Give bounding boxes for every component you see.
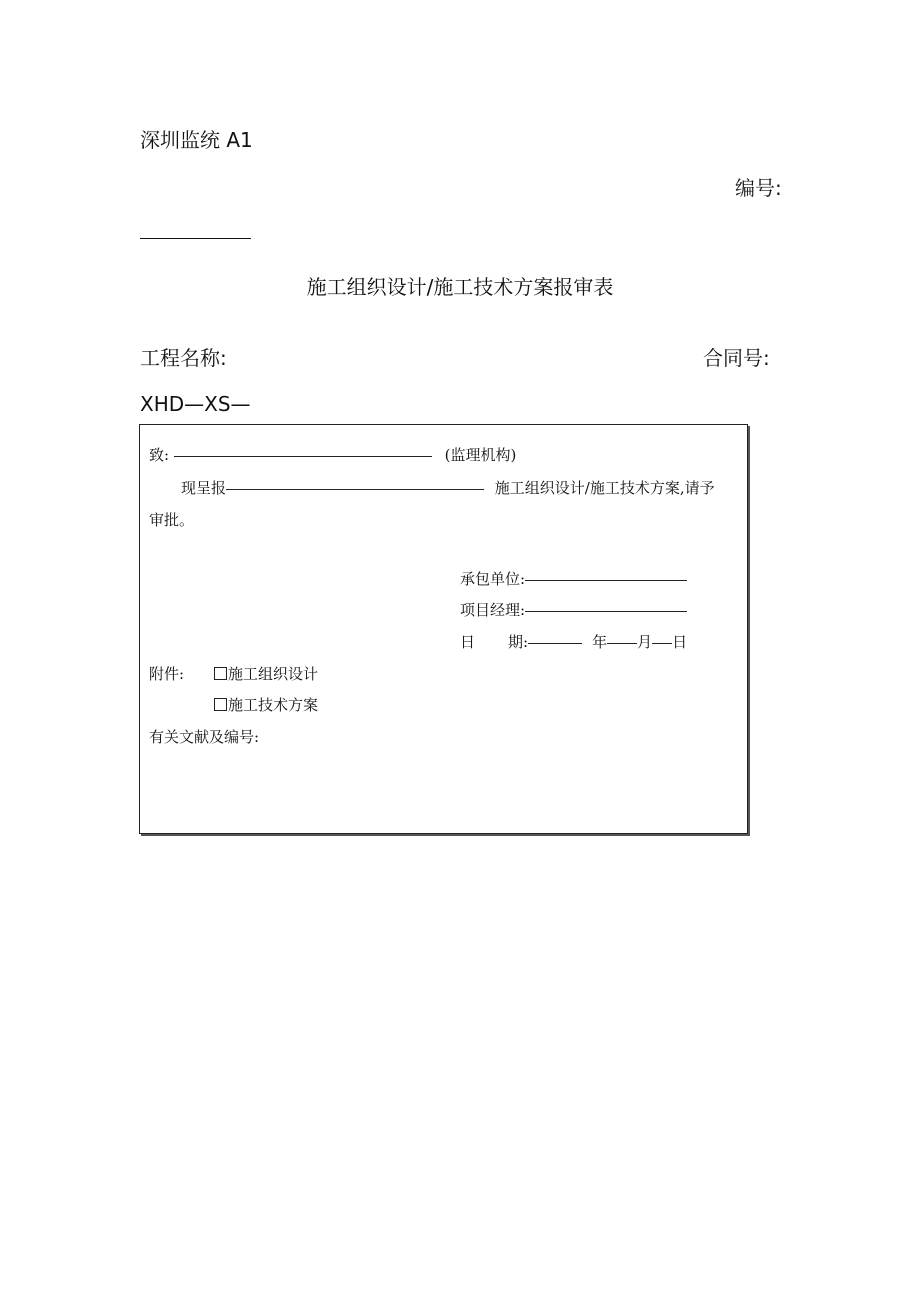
month-label: 月: [637, 633, 653, 651]
project-manager-row: [460, 601, 687, 619]
date-label-char2: 期:: [508, 633, 529, 651]
month-blank[interactable]: [607, 643, 637, 644]
attachment-item: [214, 665, 318, 683]
submit-prefix: 现呈报: [181, 479, 227, 497]
submit-row: [181, 479, 715, 497]
attachment-item-label: 施工技术方案: [228, 696, 319, 714]
submit-line2: 审批。: [149, 511, 195, 529]
submission-blank[interactable]: [226, 489, 484, 490]
day-blank[interactable]: [652, 643, 672, 644]
contract-number-label: 合同号:: [703, 346, 770, 370]
supervisor-org-label: (监理机构): [444, 446, 517, 464]
to-row: [149, 446, 516, 464]
related-docs-label: 有关文献及编号:: [149, 728, 260, 746]
attachment-item-label: 施工组织设计: [228, 665, 319, 683]
contractor-blank[interactable]: [525, 580, 687, 581]
contractor-row: [460, 570, 687, 588]
form-title: 施工组织设计/施工技术方案报审表: [306, 275, 614, 299]
contractor-label: 承包单位:: [460, 570, 526, 588]
attachment-checkbox[interactable]: [214, 667, 227, 680]
attachment-label: 附件:: [149, 665, 185, 683]
supervisor-blank[interactable]: [174, 456, 432, 457]
year-label: 年: [592, 633, 608, 651]
form-box: [139, 424, 748, 834]
to-label: 致:: [149, 446, 170, 464]
serial-number-blank: [140, 238, 251, 239]
serial-number-label: 编号:: [735, 176, 782, 200]
contract-number-value: XHD—XS—: [140, 392, 251, 416]
submit-suffix: 施工组织设计/施工技术方案,请予: [494, 479, 715, 497]
attachment-checkbox[interactable]: [214, 698, 227, 711]
document-code: 深圳监统 A1: [140, 128, 253, 152]
project-manager-label: 项目经理:: [460, 601, 526, 619]
project-name-label: 工程名称:: [140, 346, 227, 370]
year-blank[interactable]: [528, 643, 582, 644]
attachment-item: [214, 696, 318, 714]
day-label: 日: [672, 633, 688, 651]
date-row: [460, 633, 687, 651]
project-manager-blank[interactable]: [525, 611, 687, 612]
date-label-char1: 日: [460, 633, 476, 651]
